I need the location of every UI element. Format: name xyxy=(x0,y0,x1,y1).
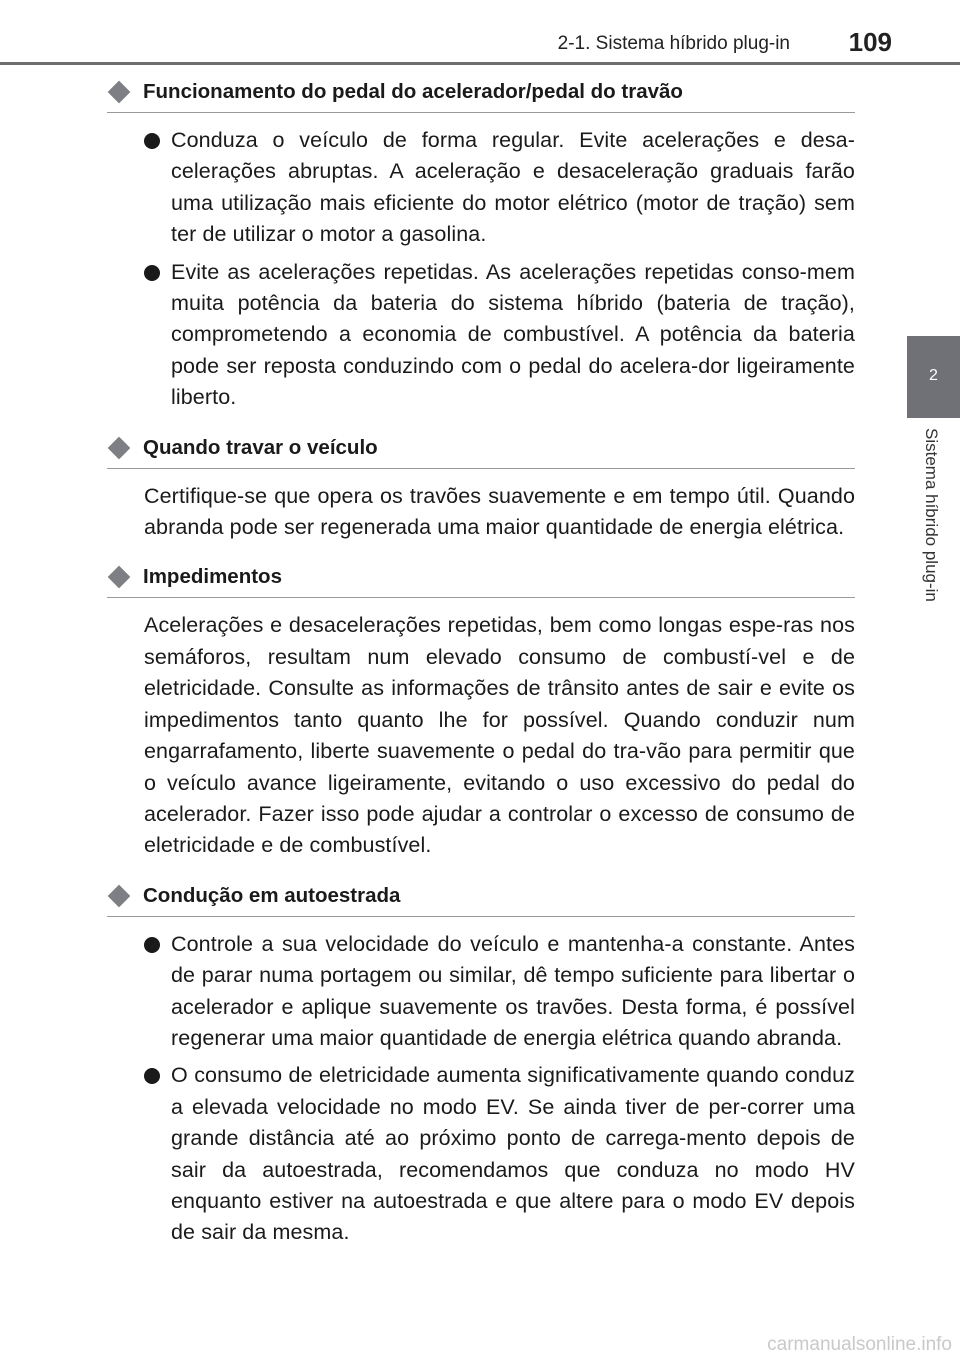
list-item xyxy=(144,125,855,251)
chapter-tab-divider xyxy=(907,416,960,418)
list-item xyxy=(144,1060,855,1248)
section-heading-text: Condução em autoestrada xyxy=(143,883,401,907)
list-item-text: Controle a sua velocidade do veículo e mantenha-a constante. Antes de parar numa portagem ou similar, dê tempo suficiente para libertar o acelerador e aplique suavemente os travões. Desta forma, é possível regenerar uma maior quantidade de energia elétrica quando abranda. xyxy=(171,931,855,1050)
section-highway-driving xyxy=(107,876,855,1249)
bullet-list xyxy=(107,125,855,414)
bullet-icon xyxy=(144,265,160,281)
chapter-label: Sistema híbrido plug-in xyxy=(922,428,941,602)
list-item-text: Evite as acelerações repetidas. As acelerações repetidas conso-mem muita potência da bateria do sistema híbrido (bateria de tração), comprometendo a economia de combustível. A potência da bateria pode ser reposta conduzindo com o pedal do acelera-dor ligeiramente liberto. xyxy=(171,259,855,410)
section-paragraph: Certifique-se que opera os travões suavemente e em tempo útil. Quando abranda pode ser regenerada uma maior quantidade de energia elétrica. xyxy=(144,483,855,540)
bullet-icon xyxy=(144,937,160,953)
list-item-text: O consumo de eletricidade aumenta significativamente quando conduz a elevada velocidade no modo EV. Se ainda tiver de per-correr uma grande distância até ao próximo ponto de carrega-mento depois de sair da autoestrada, recomendamos que conduza no modo HV enquanto estiver na autoestrada e que altere para o modo EV depois de sair da mesma. xyxy=(171,1063,855,1245)
section-heading-text: Impedimentos xyxy=(143,565,282,589)
header-rule xyxy=(0,62,960,65)
bullet-icon xyxy=(144,1068,160,1084)
section-heading-text: Quando travar o veículo xyxy=(143,435,378,459)
page-header xyxy=(0,0,960,64)
section-heading xyxy=(107,428,855,469)
section-braking xyxy=(107,428,855,544)
section-pedal-operation xyxy=(107,72,855,414)
page-number: 109 xyxy=(848,27,892,57)
page-content xyxy=(107,72,855,1263)
list-item xyxy=(144,257,855,414)
chapter-tab[interactable] xyxy=(907,336,960,416)
section-paragraph: Acelerações e desacelerações repetidas, bem como longas espe-ras nos semáforos, resultam num elevado consumo de combustí-vel e de eletricidade. Consulte as informações de trânsito antes de sair e evite os impedimentos tanto quanto lhe for possível. Quando conduzir num engarrafamento, liberte suavemente o pedal do tra-vão para permitir que o veículo avance ligeiramente, evitando o uso excessivo do pedal do acelerador. Fazer isso pode ajudar a controlar o excesso de consumo de eletricidade e de combustível. xyxy=(144,613,855,858)
section-heading xyxy=(107,557,855,598)
section-title: 2-1. Sistema híbrido plug-in xyxy=(557,33,790,54)
bullet-list xyxy=(107,929,855,1249)
chapter-label-container xyxy=(907,428,960,648)
diamond-icon xyxy=(108,436,131,459)
watermark: carmanualsonline.info xyxy=(767,1334,952,1355)
bullet-icon xyxy=(144,133,160,149)
section-heading xyxy=(107,876,855,917)
section-heading-text: Funcionamento do pedal do acelerador/pedal do travão xyxy=(143,80,683,103)
diamond-icon xyxy=(108,566,131,589)
list-item xyxy=(144,929,855,1055)
section-heading xyxy=(107,72,855,113)
list-item-text: Conduza o veículo de forma regular. Evite acelerações e desa-celerações abruptas. A aceleração e desaceleração graduais farão uma utilização mais eficiente do motor elétrico (motor de tração) sem ter de utilizar o motor a gasolina. xyxy=(171,128,855,247)
diamond-icon xyxy=(108,884,131,907)
diamond-icon xyxy=(108,81,131,104)
section-impediments xyxy=(107,557,855,861)
chapter-number: 2 xyxy=(929,367,938,384)
